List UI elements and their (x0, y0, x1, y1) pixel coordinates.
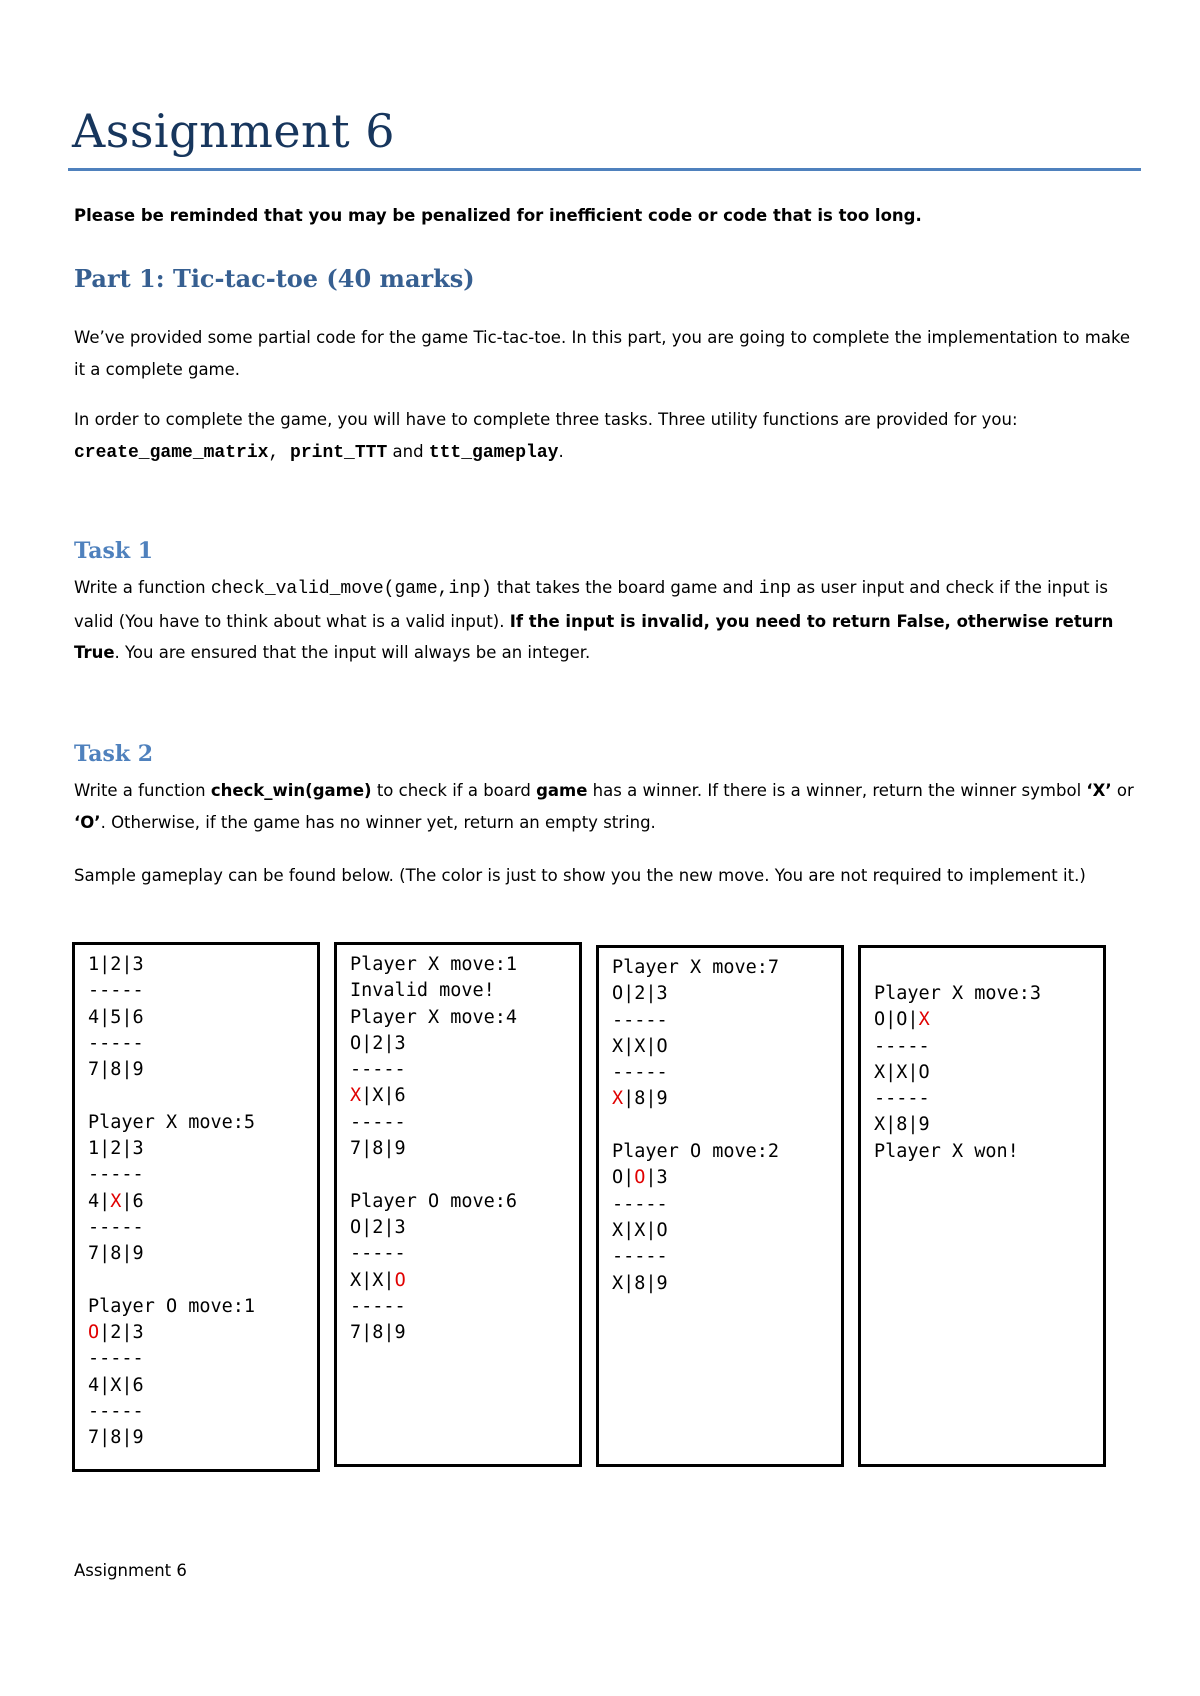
part1-utilities (74, 404, 1144, 469)
fn-create-game-matrix: create_game_matrix (74, 442, 269, 463)
cell-text: |2|3 (99, 1322, 144, 1344)
title-underline (68, 168, 1141, 171)
blank-line (350, 1162, 579, 1188)
cell-text: O| (612, 1167, 635, 1189)
task2-heading: Task 2 (74, 741, 154, 767)
board-divider: ----- (874, 1088, 930, 1110)
move-prompt: Player O move:1 (88, 1295, 256, 1317)
board-line: 7|8|9 (88, 1059, 144, 1081)
task1-code-function: check_valid_move(game,inp) (210, 579, 492, 599)
board-line: 4|5|6 (88, 1006, 144, 1028)
board-line: O|2|3 (350, 1032, 406, 1054)
task1-text-4: . You are ensured that the input will always be an integer. (114, 643, 591, 662)
board-line: O|2|3 (350, 1216, 406, 1238)
task2-text-4: or (1111, 781, 1134, 800)
cell-text: O|O| (874, 1009, 919, 1031)
task1-text-3: as user input and check if the input is valid (You have to think about what is a valid input). (74, 578, 1108, 631)
gameplay-box-2 (334, 942, 582, 1467)
page-footer: Assignment 6 (74, 1561, 187, 1580)
board-divider: ----- (874, 1035, 930, 1057)
board-divider: ----- (88, 1401, 144, 1423)
cell-text: |3 (645, 1167, 668, 1189)
board-divider: ----- (350, 1295, 406, 1317)
gameplay-box-4 (858, 945, 1106, 1467)
board-divider: ----- (612, 1062, 668, 1084)
sample-gameplay-note: Sample gameplay can be found below. (The color is just to show you the new move. You are not required to implement it.) (74, 866, 1086, 885)
document-title: Assignment 6 (72, 104, 396, 158)
task2-game-word: game (536, 781, 588, 800)
task2-text-2: to check if a board (371, 781, 537, 800)
blank-line (88, 1268, 317, 1294)
fn-separator-1: , (268, 442, 291, 463)
new-move-mark: X (350, 1085, 362, 1107)
cell-text: X|X| (350, 1269, 395, 1291)
board-divider: ----- (88, 1348, 144, 1370)
board-line: 1|2|3 (88, 954, 144, 975)
move-prompt: Player X move:1 (350, 954, 518, 975)
board-line: 7|8|9 (350, 1322, 406, 1344)
board-line: 7|8|9 (350, 1138, 406, 1160)
board-divider: ----- (350, 1243, 406, 1265)
task1-description (74, 572, 1144, 669)
new-move-mark: O (88, 1322, 100, 1344)
part1-intro: We’ve provided some partial code for the game Tic-tac-toe. In this part, you are going to complete the implementation to make it a complete game. (74, 328, 1131, 379)
move-prompt: Player X move:5 (88, 1111, 256, 1133)
board-line: O|2|3 (612, 983, 668, 1005)
board-line (350, 1083, 579, 1109)
new-move-mark: X (918, 1009, 930, 1031)
board-line (88, 1189, 317, 1215)
task2-symbol-x: ‘X’ (1086, 781, 1112, 800)
board-line: X|X|O (612, 1035, 668, 1057)
fn-ttt-gameplay: ttt_gameplay (428, 442, 559, 463)
blank-line (612, 1113, 841, 1139)
move-prompt: Player X move:3 (874, 983, 1042, 1004)
board-divider: ----- (350, 1111, 406, 1133)
board-divider: ----- (612, 1246, 668, 1268)
task1-text-2: that takes the board game and (491, 578, 759, 597)
fn-end: . (558, 441, 564, 461)
task2-description (74, 775, 1144, 838)
fn-separator-2: and (387, 441, 429, 461)
winner-message: Player X won! (874, 1140, 1019, 1162)
task2-text-5: . Otherwise, if the game has no winner yet, return an empty string. (100, 812, 656, 832)
task1-code-inp: inp (758, 579, 792, 599)
board-line: 4|X|6 (88, 1374, 144, 1396)
board-line (88, 1320, 317, 1346)
task1-bold-return: If the input is invalid, you need to return False, otherwise return True (74, 611, 1114, 662)
move-prompt: Player X move:4 (350, 1006, 518, 1028)
gameplay-box-1 (72, 942, 320, 1472)
new-move-mark: O (634, 1167, 646, 1189)
board-divider: ----- (88, 980, 144, 1002)
board-line (612, 1165, 841, 1191)
cell-text: |6 (121, 1190, 144, 1212)
board-divider: ----- (88, 1164, 144, 1186)
new-move-mark: O (394, 1269, 406, 1291)
fn-print-ttt: print_TTT (290, 442, 388, 463)
blank-line (88, 1083, 317, 1109)
invalid-move-message: Invalid move! (350, 980, 495, 1002)
task2-text-1: Write a function (74, 781, 211, 800)
move-prompt: Player O move:6 (350, 1190, 518, 1212)
task2-symbol-o: ‘O’ (74, 812, 101, 832)
board-divider: ----- (612, 1193, 668, 1215)
board-line: X|8|9 (874, 1114, 930, 1136)
board-line (350, 1268, 579, 1294)
cell-text: |X|6 (361, 1085, 406, 1107)
task1-heading: Task 1 (74, 538, 154, 564)
board-line (612, 1086, 841, 1112)
board-line: X|X|O (612, 1219, 668, 1241)
move-prompt: Player X move:7 (612, 957, 780, 978)
board-divider: ----- (350, 1059, 406, 1081)
part1-heading: Part 1: Tic-tac-toe (40 marks) (74, 264, 475, 293)
task2-fn-check-win: check_win(game) (210, 781, 372, 800)
board-line (874, 1007, 1103, 1033)
board-line: X|8|9 (612, 1272, 668, 1294)
board-line: 7|8|9 (88, 1427, 144, 1449)
cell-text: |8|9 (623, 1088, 668, 1110)
board-divider: ----- (88, 1032, 144, 1054)
board-divider: ----- (612, 1009, 668, 1031)
part1-utilities-text: In order to complete the game, you will have to complete three tasks. Three utility functions are provided for you: (74, 410, 1018, 429)
cell-text: 4| (88, 1190, 111, 1212)
board-line: X|X|O (874, 1061, 930, 1083)
board-line: 7|8|9 (88, 1243, 144, 1265)
new-move-mark: X (110, 1190, 122, 1212)
new-move-mark: X (612, 1088, 624, 1110)
task1-text-1: Write a function (74, 578, 211, 597)
board-line: 1|2|3 (88, 1138, 144, 1160)
board-divider: ----- (88, 1216, 144, 1238)
penalty-warning: Please be reminded that you may be penalized for inefficient code or code that is too long. (74, 206, 922, 225)
move-prompt: Player O move:2 (612, 1141, 780, 1163)
task2-text-3: has a winner. If there is a winner, return the winner symbol (587, 781, 1087, 800)
gameplay-box-3 (596, 945, 844, 1467)
